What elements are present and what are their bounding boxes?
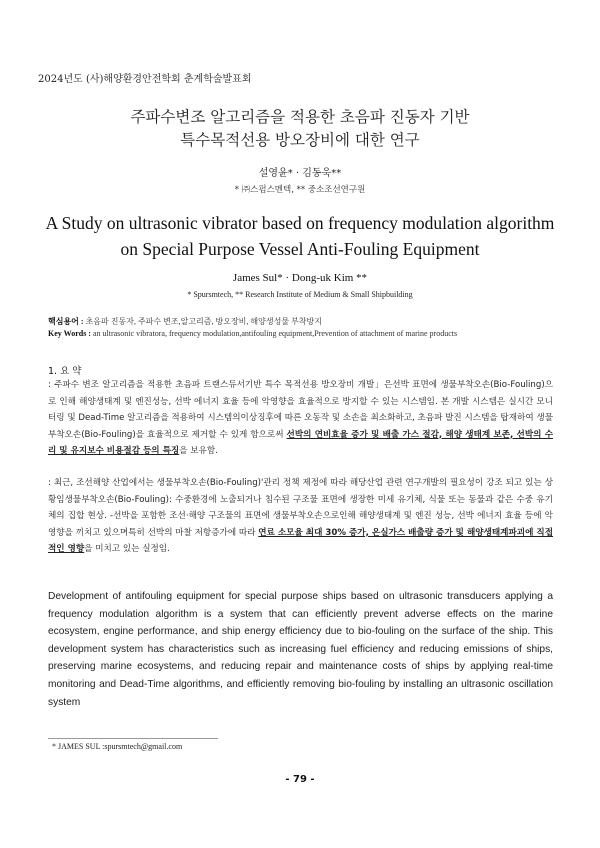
title-ko-line1: 주파수변조 알고리즘을 적용한 초음파 진동자 기반 xyxy=(130,108,470,126)
para-ko-2-tail: 을 미치고 있는 실정임. xyxy=(84,544,170,554)
keywords-en-label: Key Words : xyxy=(48,329,91,338)
section-title: 1. 요 약 xyxy=(48,366,82,377)
keywords-en xyxy=(48,328,457,340)
page-number: - 79 - xyxy=(285,774,315,785)
title-ko-line2: 특수목적선용 방오장비에 대한 연구 xyxy=(180,131,420,149)
keywords-en-text: an ultrasonic vibratora, frequency modulation,antifouling equipment,Prevention of attachment of marine products xyxy=(92,329,458,338)
title-en-line1: A Study on ultrasonic vibrator based on frequency modulation algorithm xyxy=(45,213,555,233)
summary-paragraph-ko-1 xyxy=(48,377,553,460)
keywords-ko-text: 초음파 진동자, 주파수 변조,알고리즘, 방오장비, 해양생성물 부착방지 xyxy=(83,317,322,326)
conference-header: 2024년도 (사)해양환경안전학회 춘계학술발표회 xyxy=(38,74,252,85)
summary-paragraph-en: Development of antifouling equipment for special purpose ships based on ultrasonic transducers applying a frequency modulation algorithm is a system that can efficiently prevent adverse effects on the marine ecosystem, engine performance, and ship energy efficiency due to bio-fouling on the surface of the ship. This development system has characteristics such as increasing fuel efficiency and reducing emissions of ships, preserving marine ecosystems, and reducing repair and maintenance costs of ships by applying real-time monitoring and Dead-Time algorithms, and efficiently removing bio-fouling by installing an ultrasonic oscillation system xyxy=(48,591,553,708)
affiliation-ko: * ㈜스펌스멘텍, ** 중소조선연구원 xyxy=(234,185,366,195)
summary-paragraph-ko-2 xyxy=(48,475,553,558)
title-en-line2: on Special Purpose Vessel Anti-Fouling Equipment xyxy=(120,239,480,259)
para-ko-2-text: : 최근, 조선해양 산업에서는 생물부착오손(Bio-Fouling)'관리 정책 제정에 따라 해당산업 관련 연구개발의 필요성이 강조 되고 있는 상황임생물부착오손(Bio-Fouling): 수중환경에 노출되거나 침수된 구조물 표면에 생장한 미세 유기체, 식물 또는 동물과 같은 수중 유기체의 집합 현상. -선박을 포함한 조선·해양 구조물의 표면에 생물부착오손으로인해 해양생태계 및 엔진 성능, 선박 에너지 효율 등에 악영향을 끼치고 있으며특히 선박의 마찰 저항증가에 따라 xyxy=(48,478,553,538)
footnote-divider xyxy=(48,738,218,739)
authors-en: James Sul* · Dong-uk Kim ** xyxy=(232,272,368,284)
affiliation-en: * Spursmtech, ** Research Institute of Medium & Small Shipbuilding xyxy=(187,290,413,299)
authors-ko: 설영윤* · 김동욱** xyxy=(258,168,342,179)
para-ko-1-text: : 주파수 변조 알고리즘을 적용한 초음파 트랜스듀서기반 특수 목적선용 방오장비 개발」은선박 표면에 생물부착오손(Bio-Fouling)으로 인해 해양생태계 및 엔진성능, 선박 에너지 효율 등에 악영향을 효율적으로 방지할 수 있는 시스템임. 본 개발 시스템은 실시간 모니터링 및 Dead-Time 알고리즘을 적용하여 시스템의이상징후에 따른 오동작 및 소손을 최소화하고, 초음파 발진 시스템을 탑재하여 생물부착오손(Bio-Fouling)을 효율적으로 제거할 수 있게 함으로써 xyxy=(48,380,553,440)
keywords-ko-label: 핵심용어 : xyxy=(48,317,84,326)
para-ko-2-emphasis: 연료 소모율 최대 30% 증가, 온실가스 배출량 증가 및 해양생태계파괴에 직접적인 영향 xyxy=(48,527,554,554)
para-ko-1-emphasis: 선박의 연비효율 증가 및 배출 가스 절감, 해양 생태계 보존, 선박의 수리 및 유지보수 비용절감 등의 특징 xyxy=(48,429,553,456)
footnote: * JAMES SUL :spursmtech@gmail.com xyxy=(52,742,183,751)
keywords-ko xyxy=(48,316,322,328)
para-ko-1-tail: 을 보유함. xyxy=(179,446,218,456)
